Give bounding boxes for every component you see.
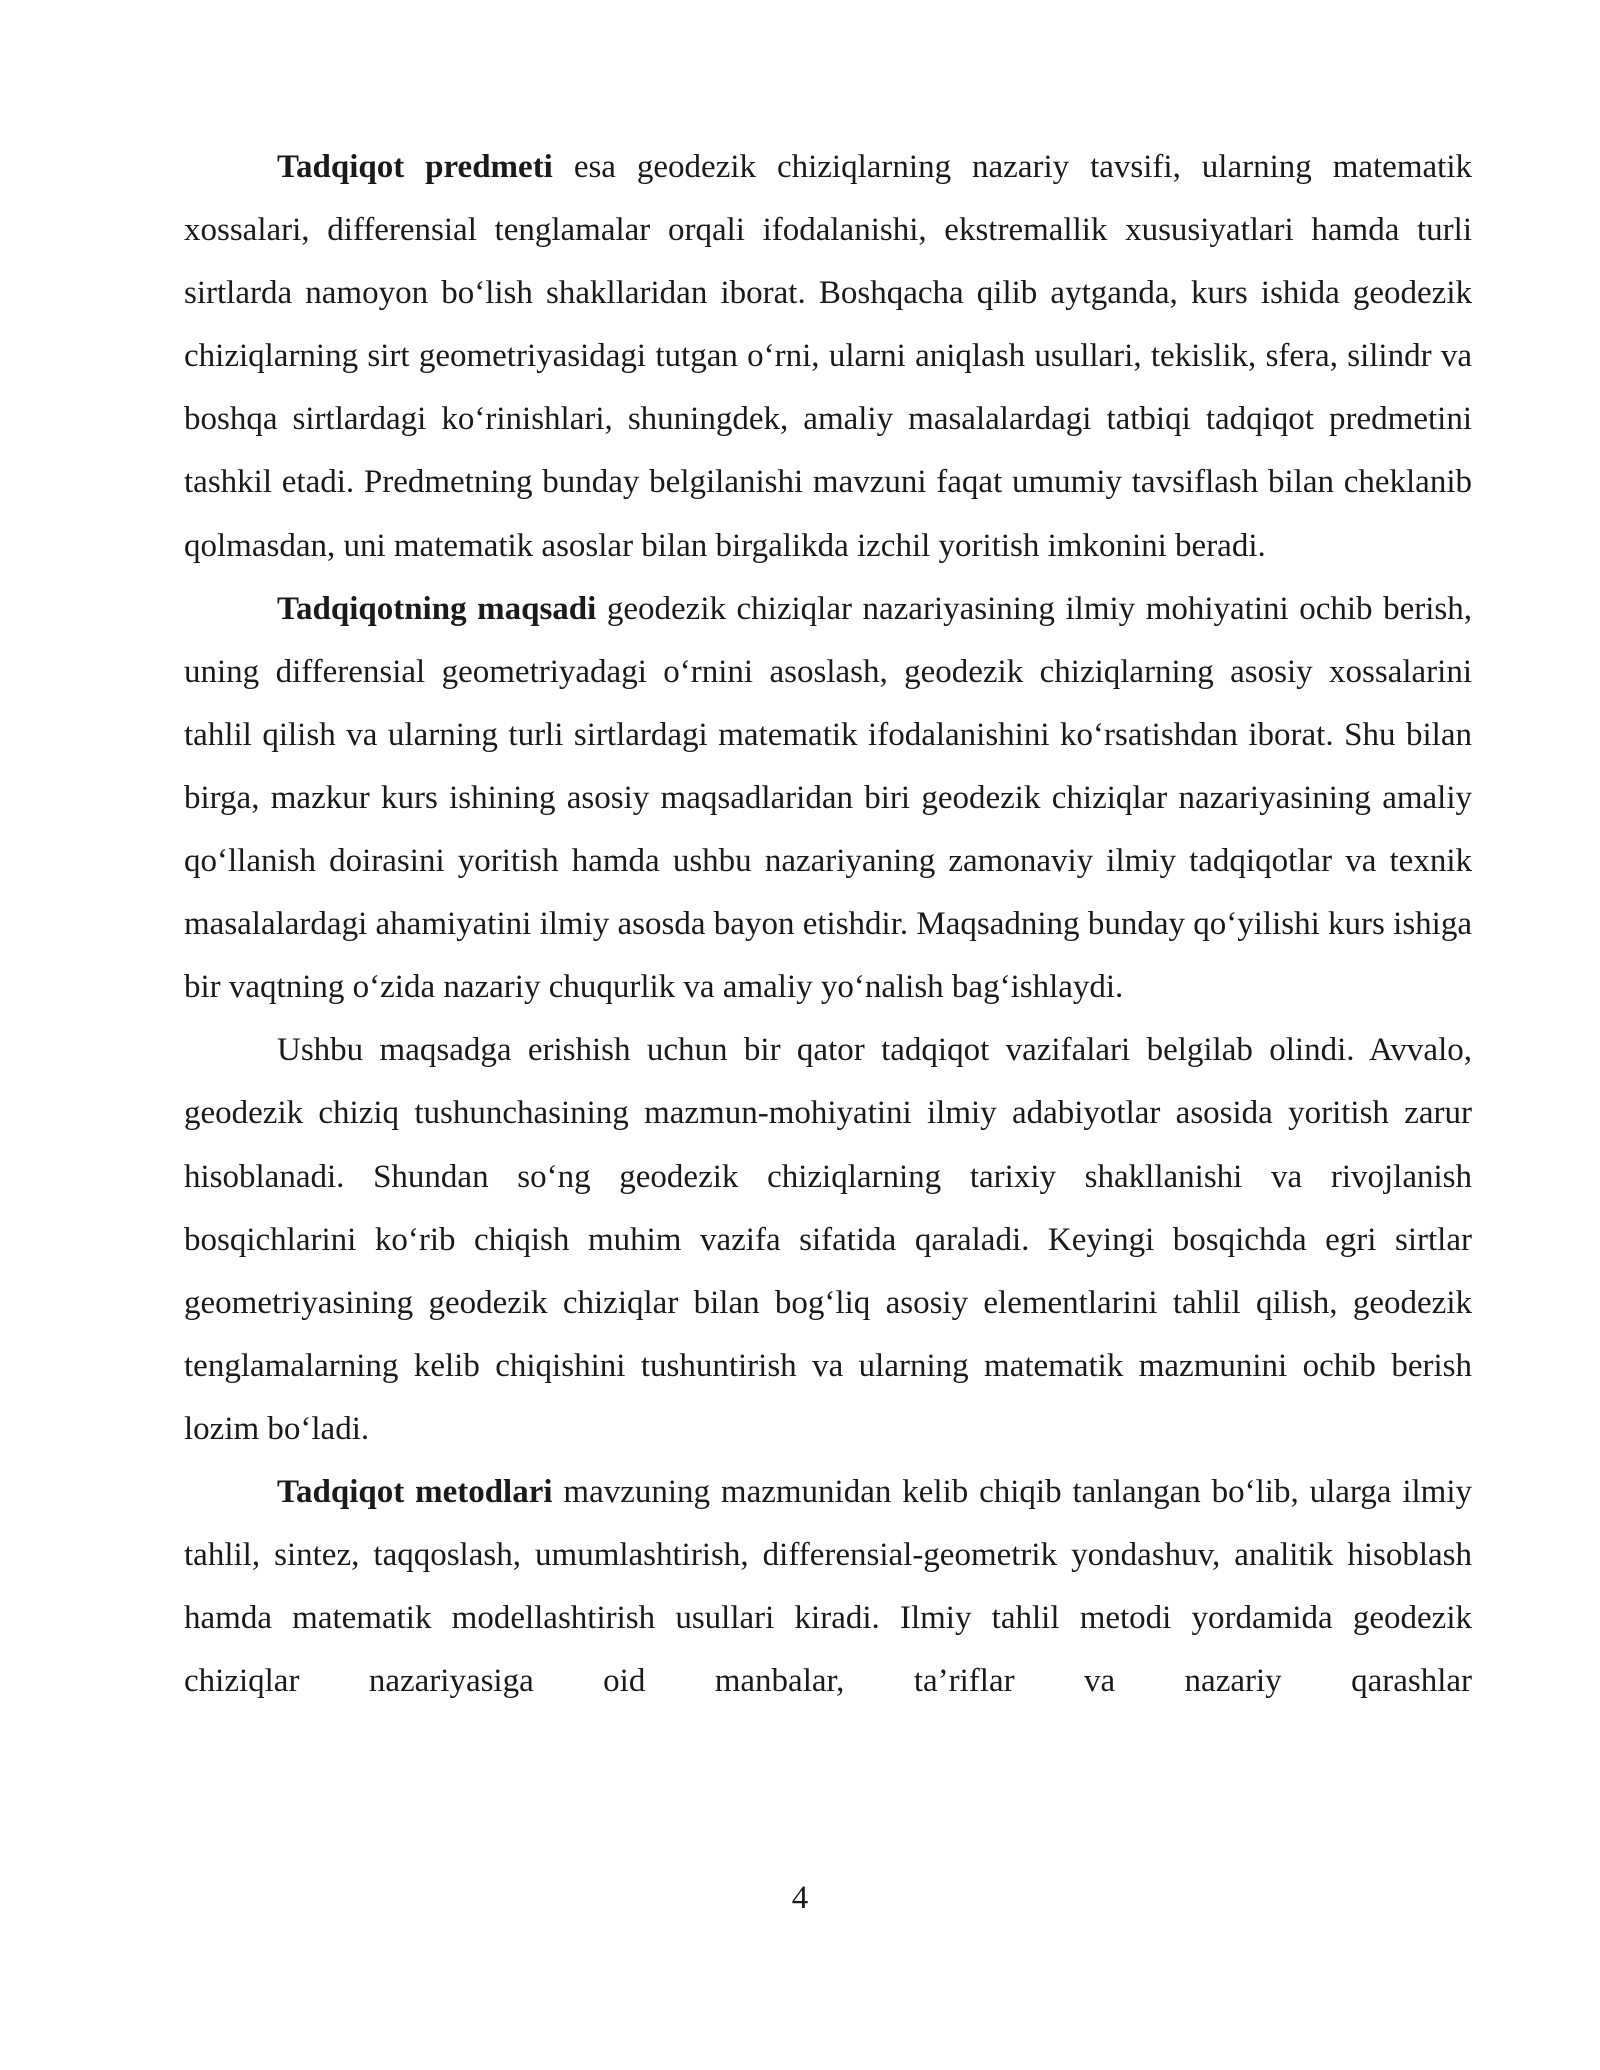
- paragraph-methods: [184, 1461, 1472, 1713]
- paragraph-tasks: [184, 1019, 1472, 1461]
- paragraph-lead: Tadqiqot predmeti: [277, 149, 553, 185]
- body-text: [184, 136, 1472, 1713]
- paragraph-lead: Tadqiqotning maqsadi: [277, 590, 597, 627]
- paragraph-text: mavzuning mazmunidan kelib chiqib tanlangan bo‘lib, ularga ilmiy tahlil, sintez, taqqoslash, umumlashtirish, differensial-geometrik yondashuv, analitik hisoblash hamda matematik modellashtirish usullari kiradi. Ilmiy tahlil metodi yordamida geodezik chiziqlar nazariyasiga oid manbalar, ta’riflar va nazariy qarashlar: [184, 1473, 1472, 1700]
- paragraph-aim: [184, 578, 1472, 1020]
- paragraph-text: Ushbu maqsadga erishish uchun bir qator tadqiqot vazifalari belgilab olindi. Avvalo, geodezik chiziq tushunchasining mazmun-mohiyatini ilmiy adabiyotlar asosida yoritish zarur hisoblanadi. Shundan so‘ng geodezik chiziqlarning tarixiy shakllanishi va rivojlanish bosqichlarini ko‘rib chiqish muhim vazifa sifatida qaraladi. Keyingi bosqichda egri sirtlar geometriyasining geodezik chiziqlar bilan bog‘liq asosiy elementlarini tahlil qilish, geodezik tenglamalarning kelib chiqishini tushuntirish va ularning matematik mazmunini ochib berish lozim bo‘ladi.: [184, 1032, 1472, 1447]
- paragraph-lead: Tadqiqot metodlari: [277, 1473, 553, 1510]
- paragraph-text: esa geodezik chiziqlarning nazariy tavsifi, ularning matematik xossalari, differensial tenglamalar orqali ifodalanishi, ekstremallik xususiyatlari hamda turli sirtlarda namoyon bo‘lish shakllaridan iborat. Boshqacha qilib aytganda, kurs ishida geodezik chiziqlarning sirt geometriyasidagi tutgan o‘rni, ularni aniqlash usullari, tekislik, sfera, silindr va boshqa sirtlardagi ko‘rinishlari, shuningdek, amaliy masalalardagi tatbiqi tadqiqot predmetini tashkil etadi. Predmetning bunday belgilanishi mavzuni faqat umumiy tavsiflash bilan cheklanib qolmasdan, uni matematik asoslar bilan birgalikda izchil yoritish imkonini beradi.: [184, 149, 1472, 564]
- paragraph-subject: [184, 136, 1472, 578]
- paragraph-text: geodezik chiziqlar nazariyasining ilmiy mohiyatini ochib berish, uning differensial geometriyadagi o‘rnini asoslash, geodezik chiziqlarning asosiy xossalarini tahlil qilish va ularning turli sirtlardagi matematik ifodalanishini ko‘rsatishdan iborat. Shu bilan birga, mazkur kurs ishining asosiy maqsadlaridan biri geodezik chiziqlar nazariyasining amaliy qo‘llanish doirasini yoritish hamda ushbu nazariyaning zamonaviy ilmiy tadqiqotlar va texnik masalalardagi ahamiyatini ilmiy asosda bayon etishdir. Maqsadning bunday qo‘yilishi kurs ishiga bir vaqtning o‘zida nazariy chuqurlik va amaliy yo‘nalish bag‘ishlaydi.: [184, 590, 1472, 1006]
- page-number: 4: [791, 1880, 809, 1916]
